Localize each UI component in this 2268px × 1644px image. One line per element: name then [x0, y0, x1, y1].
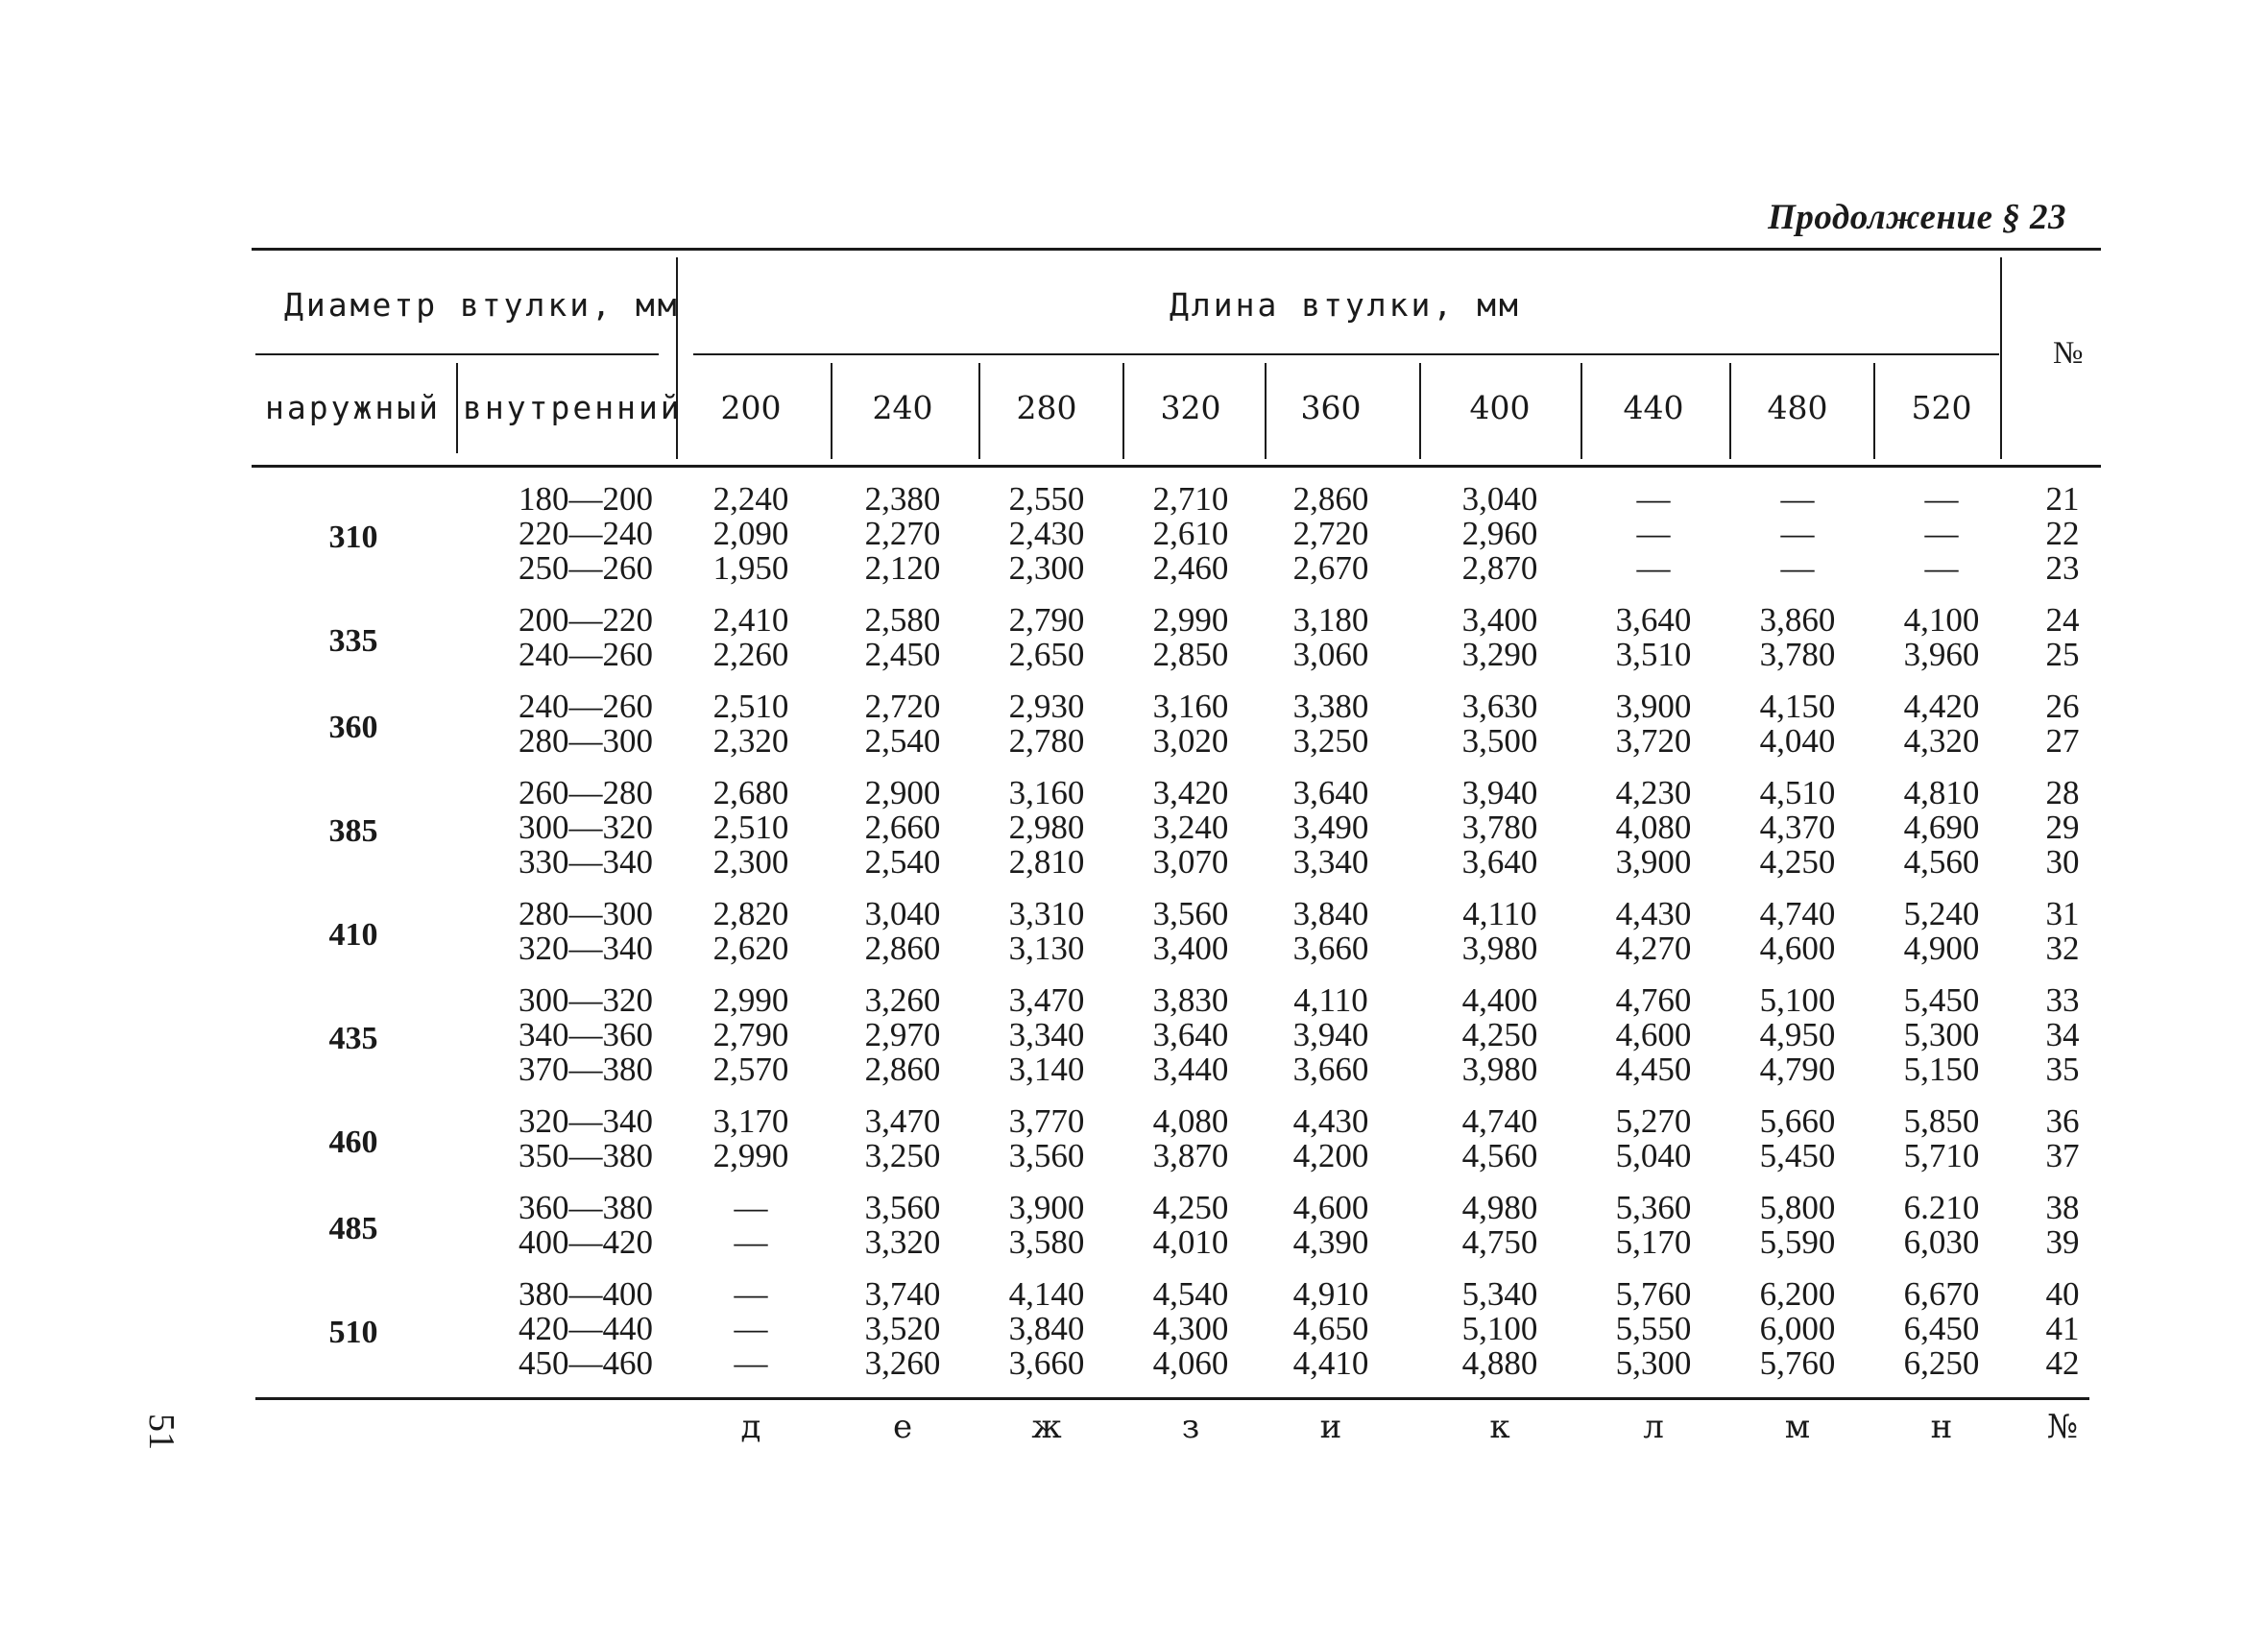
table-cell: 4,600	[1292, 1189, 1369, 1226]
table-cell: 2,980	[1008, 809, 1085, 846]
table-cell: 4,450	[1615, 1051, 1692, 1088]
row-number: 32	[2045, 930, 2080, 967]
inner-diameter-range: 320—340	[519, 930, 653, 967]
table-cell: 3,340	[1008, 1016, 1085, 1053]
table-cell: 2,860	[864, 930, 941, 967]
table-cell: —	[734, 1344, 768, 1382]
table-cell: 4,150	[1759, 688, 1836, 725]
table-cell: 4,110	[1462, 895, 1537, 932]
table-cell: 6,670	[1903, 1275, 1980, 1313]
table-cell: 4,370	[1759, 809, 1836, 846]
table-cell: —	[1780, 549, 1815, 587]
table-cell: 4,250	[1461, 1016, 1538, 1053]
table-cell: 6,250	[1903, 1344, 1980, 1382]
table-cell: 2,670	[1292, 549, 1369, 587]
table-cell: —	[1636, 549, 1671, 587]
table-cell: 5,550	[1615, 1310, 1692, 1347]
row-number: 31	[2045, 895, 2080, 932]
table-cell: 4,300	[1152, 1310, 1229, 1347]
table-cell: 6,200	[1759, 1275, 1836, 1313]
table-cell: 3,250	[864, 1137, 941, 1174]
column-letter-д: д	[740, 1408, 761, 1446]
length-column-separator	[978, 363, 980, 459]
outer-diameter: 485	[328, 1211, 378, 1246]
inner-diameter-range: 240—260	[519, 636, 653, 673]
table-cell: 2,450	[864, 636, 941, 673]
table-cell: 2,850	[1152, 636, 1229, 673]
table-cell: 5,300	[1615, 1344, 1692, 1382]
table-cell: 3,170	[712, 1102, 789, 1140]
table-cell: 2,680	[712, 774, 789, 811]
table-cell: —	[1780, 480, 1815, 518]
table-cell: 4,140	[1008, 1275, 1085, 1313]
table-cell: 5,360	[1615, 1189, 1692, 1226]
table-cell: 3,980	[1461, 930, 1538, 967]
table-cell: 3,770	[1008, 1102, 1085, 1140]
table-cell: 2,990	[1152, 601, 1229, 639]
table-cell: 2,460	[1152, 549, 1229, 587]
table-cell: 4,650	[1292, 1310, 1369, 1347]
table-cell: 2,410	[712, 601, 789, 639]
table-cell: 3,140	[1008, 1051, 1085, 1088]
table-cell: 3,960	[1903, 636, 1980, 673]
table-cell: 5,100	[1461, 1310, 1538, 1347]
table-cell: 4,390	[1292, 1223, 1369, 1261]
inner-diameter-range: 380—400	[519, 1275, 653, 1313]
table-cell: —	[734, 1310, 768, 1347]
table-cell: 2,240	[712, 480, 789, 518]
continuation-label: Продолжение § 23	[1768, 198, 2066, 237]
table-cell: 2,580	[864, 601, 941, 639]
table-cell: 2,790	[712, 1016, 789, 1053]
outer-diameter: 435	[328, 1021, 378, 1056]
table-cell: 2,540	[864, 722, 941, 760]
outer-diameter: 510	[328, 1315, 378, 1350]
length-column-separator	[1265, 363, 1267, 459]
table-cell: 3,070	[1152, 843, 1229, 881]
table-cell: 4,250	[1759, 843, 1836, 881]
table-cell: 4,430	[1615, 895, 1692, 932]
length-column-320: 320	[1160, 389, 1221, 426]
table-cell: 3,500	[1461, 722, 1538, 760]
table-cell: 4,880	[1461, 1344, 1538, 1382]
length-column-240: 240	[872, 389, 933, 426]
table-cell: 4,080	[1152, 1102, 1229, 1140]
inner-diameter-range: 280—300	[519, 895, 653, 932]
table-cell: —	[1924, 549, 1959, 587]
diameter-header: Диаметр втулки, мм	[284, 286, 680, 324]
table-cell: 3,840	[1008, 1310, 1085, 1347]
outer-diameter: 460	[328, 1124, 378, 1160]
table-cell: 2,510	[712, 688, 789, 725]
row-number: 22	[2045, 515, 2080, 552]
table-cell: 2,990	[712, 1137, 789, 1174]
table-cell: —	[1924, 480, 1959, 518]
length-column-separator	[1122, 363, 1124, 459]
outer-diameter: 335	[328, 623, 378, 659]
table-cell: 3,660	[1292, 1051, 1369, 1088]
table-cell: 4,560	[1461, 1137, 1538, 1174]
table-cell: 2,270	[864, 515, 941, 552]
column-letter-з: з	[1181, 1408, 1200, 1446]
inner-diameter-range: 350—380	[519, 1137, 653, 1174]
table-cell: 4,950	[1759, 1016, 1836, 1053]
table-cell: 3,180	[1292, 601, 1369, 639]
table-cell: 2,720	[1292, 515, 1369, 552]
table-cell: 2,260	[712, 636, 789, 673]
length-column-520: 520	[1911, 389, 1972, 426]
length-column-separator	[1419, 363, 1421, 459]
header-bottom-rule	[252, 465, 2101, 468]
table-cell: 3,470	[1008, 981, 1085, 1019]
table-cell: 3,660	[1292, 930, 1369, 967]
table-cell: 2,300	[712, 843, 789, 881]
table-cell: —	[734, 1189, 768, 1226]
table-top-rule	[252, 248, 2101, 251]
row-number: 29	[2045, 809, 2080, 846]
table-cell: 4,040	[1759, 722, 1836, 760]
row-number: 36	[2045, 1102, 2080, 1140]
table-cell: 5,710	[1903, 1137, 1980, 1174]
table-cell: —	[1636, 515, 1671, 552]
table-cell: 5,850	[1903, 1102, 1980, 1140]
table-cell: 3,840	[1292, 895, 1369, 932]
table-cell: 2,510	[712, 809, 789, 846]
page-number: 51	[141, 1414, 181, 1450]
table-cell: 2,650	[1008, 636, 1085, 673]
table-cell: 3,260	[864, 1344, 941, 1382]
table-cell: 2,710	[1152, 480, 1229, 518]
table-cell: 3,900	[1615, 843, 1692, 881]
length-header: Длина втулки, мм	[1170, 286, 1521, 324]
table-cell: 4,270	[1615, 930, 1692, 967]
table-cell: 6,450	[1903, 1310, 1980, 1347]
length-column-360: 360	[1300, 389, 1362, 426]
table-cell: 2,540	[864, 843, 941, 881]
table-cell: 3,560	[1008, 1137, 1085, 1174]
row-number: 21	[2045, 480, 2080, 518]
row-number: 37	[2045, 1137, 2080, 1174]
table-cell: 3,520	[864, 1310, 941, 1347]
table-cell: 4,560	[1903, 843, 1980, 881]
inner-diameter-range: 330—340	[519, 843, 653, 881]
length-column-separator	[1580, 363, 1582, 459]
diameter-subrule	[255, 353, 659, 355]
table-cell: 3,860	[1759, 601, 1836, 639]
table-cell: 3,440	[1152, 1051, 1229, 1088]
inner-diameter-range: 400—420	[519, 1223, 653, 1261]
table-cell: 5,590	[1759, 1223, 1836, 1261]
table-cell: 3,940	[1461, 774, 1538, 811]
table-cell: 3,320	[864, 1223, 941, 1261]
length-column-separator	[1873, 363, 1875, 459]
table-cell: 4,420	[1903, 688, 1980, 725]
table-cell: 3,510	[1615, 636, 1692, 673]
inner-diameter-range: 340—360	[519, 1016, 653, 1053]
row-number: 39	[2045, 1223, 2080, 1261]
table-cell: 4,690	[1903, 809, 1980, 846]
inner-diameter-range: 250—260	[519, 549, 653, 587]
table-cell: 3,640	[1461, 843, 1538, 881]
table-cell: 6,030	[1903, 1223, 1980, 1261]
table-cell: 4,230	[1615, 774, 1692, 811]
table-cell: 4,750	[1461, 1223, 1538, 1261]
table-cell: 3,580	[1008, 1223, 1085, 1261]
table-cell: 3,380	[1292, 688, 1369, 725]
length-column-480: 480	[1767, 389, 1828, 426]
table-cell: 3,160	[1152, 688, 1229, 725]
length-column-200: 200	[720, 389, 782, 426]
table-cell: 3,630	[1461, 688, 1538, 725]
table-cell: 4,100	[1903, 601, 1980, 639]
table-cell: 3,040	[1461, 480, 1538, 518]
inner-diameter-range: 280—300	[519, 722, 653, 760]
table-cell: 3,560	[1152, 895, 1229, 932]
table-cell: 2,430	[1008, 515, 1085, 552]
inner-diameter-header: внутренний	[463, 389, 683, 426]
table-cell: —	[1924, 515, 1959, 552]
table-cell: 3,310	[1008, 895, 1085, 932]
row-number: 25	[2045, 636, 2080, 673]
column-letter-и: и	[1319, 1408, 1342, 1446]
table-cell: 2,380	[864, 480, 941, 518]
length-column-280: 280	[1016, 389, 1077, 426]
table-cell: 2,780	[1008, 722, 1085, 760]
table-cell: 3,490	[1292, 809, 1369, 846]
row-number: 35	[2045, 1051, 2080, 1088]
table-cell: 4,510	[1759, 774, 1836, 811]
table-cell: —	[1780, 515, 1815, 552]
inner-diameter-range: 300—320	[519, 981, 653, 1019]
row-number: 41	[2045, 1310, 2080, 1347]
footer-number-label: №	[2046, 1408, 2079, 1446]
table-cell: 3,260	[864, 981, 941, 1019]
column-letter-л: л	[1643, 1408, 1664, 1446]
table-cell: 2,300	[1008, 549, 1085, 587]
outer-diameter: 310	[328, 520, 378, 555]
table-cell: 2,900	[864, 774, 941, 811]
table-cell: 3,720	[1615, 722, 1692, 760]
table-cell: 5,100	[1759, 981, 1836, 1019]
table-cell: 2,810	[1008, 843, 1085, 881]
table-cell: 4,540	[1152, 1275, 1229, 1313]
table-cell: 3,660	[1008, 1344, 1085, 1382]
table-cell: 3,780	[1759, 636, 1836, 673]
row-number: 42	[2045, 1344, 2080, 1382]
row-number: 30	[2045, 843, 2080, 881]
table-cell: 5,150	[1903, 1051, 1980, 1088]
table-cell: 4,810	[1903, 774, 1980, 811]
table-cell: 2,720	[864, 688, 941, 725]
row-number: 23	[2045, 549, 2080, 587]
length-column-400: 400	[1469, 389, 1531, 426]
table-cell: 4,760	[1615, 981, 1692, 1019]
table-cell: 5,300	[1903, 1016, 1980, 1053]
table-cell: 3,900	[1615, 688, 1692, 725]
inner-diameter-range: 370—380	[519, 1051, 653, 1088]
table-cell: 2,860	[1292, 480, 1369, 518]
table-cell: 2,870	[1461, 549, 1538, 587]
table-cell: 3,400	[1152, 930, 1229, 967]
table-cell: 4,790	[1759, 1051, 1836, 1088]
table-cell: 5,170	[1615, 1223, 1692, 1261]
table-cell: 4,740	[1759, 895, 1836, 932]
length-column-separator	[1729, 363, 1731, 459]
table-cell: 3,240	[1152, 809, 1229, 846]
table-cell: 2,120	[864, 549, 941, 587]
table-cell: 3,830	[1152, 981, 1229, 1019]
table-cell: 2,320	[712, 722, 789, 760]
row-number: 28	[2045, 774, 2080, 811]
inner-diameter-range: 180—200	[519, 480, 653, 518]
table-cell: 4,250	[1152, 1189, 1229, 1226]
inner-diameter-range: 300—320	[519, 809, 653, 846]
table-cell: 3,980	[1461, 1051, 1538, 1088]
table-cell: 5,800	[1759, 1189, 1836, 1226]
table-cell: 2,660	[864, 809, 941, 846]
table-cell: 4,740	[1461, 1102, 1538, 1140]
row-number: 40	[2045, 1275, 2080, 1313]
table-cell: 5,040	[1615, 1137, 1692, 1174]
inner-diameter-range: 450—460	[519, 1344, 653, 1382]
table-cell: 3,640	[1615, 601, 1692, 639]
row-number: 34	[2045, 1016, 2080, 1053]
table-cell: 3,640	[1152, 1016, 1229, 1053]
table-cell: 2,960	[1461, 515, 1538, 552]
table-cell: 2,790	[1008, 601, 1085, 639]
outer-diameter: 360	[328, 710, 378, 745]
table-cell: 5,760	[1615, 1275, 1692, 1313]
table-cell: 4,080	[1615, 809, 1692, 846]
column-letter-м: м	[1784, 1408, 1811, 1446]
table-cell: 5,660	[1759, 1102, 1836, 1140]
inner-diameter-range: 360—380	[519, 1189, 653, 1226]
row-number: 26	[2045, 688, 2080, 725]
table-cell: 3,560	[864, 1189, 941, 1226]
inner-diameter-range: 220—240	[519, 515, 653, 552]
table-cell: 3,420	[1152, 774, 1229, 811]
length-column-separator	[831, 363, 832, 459]
table-cell: —	[1636, 480, 1671, 518]
table-cell: 4,320	[1903, 722, 1980, 760]
column-letter-н: н	[1930, 1408, 1953, 1446]
length-subrule	[693, 353, 1999, 355]
table-cell: 3,060	[1292, 636, 1369, 673]
table-cell: 5,760	[1759, 1344, 1836, 1382]
table-cell: 2,990	[712, 981, 789, 1019]
table-cell: 3,400	[1461, 601, 1538, 639]
inner-diameter-range: 240—260	[519, 688, 653, 725]
table-cell: 2,620	[712, 930, 789, 967]
inner-diameter-range: 320—340	[519, 1102, 653, 1140]
table-cell: 4,410	[1292, 1344, 1369, 1382]
table-cell: 5,450	[1759, 1137, 1836, 1174]
table-cell: 5,340	[1461, 1275, 1538, 1313]
table-cell: 2,610	[1152, 515, 1229, 552]
table-cell: 4,910	[1292, 1275, 1369, 1313]
table-cell: 3,130	[1008, 930, 1085, 967]
inner-diameter-range: 200—220	[519, 601, 653, 639]
table-cell: 5,450	[1903, 981, 1980, 1019]
table-cell: 4,010	[1152, 1223, 1229, 1261]
length-column-440: 440	[1623, 389, 1684, 426]
number-header: №	[2053, 336, 2087, 371]
table-cell: 4,430	[1292, 1102, 1369, 1140]
table-cell: 3,870	[1152, 1137, 1229, 1174]
table-cell: 2,930	[1008, 688, 1085, 725]
table-cell: 6.210	[1903, 1189, 1980, 1226]
table-cell: 3,470	[864, 1102, 941, 1140]
table-cell: 4,200	[1292, 1137, 1369, 1174]
table-cell: 3,900	[1008, 1189, 1085, 1226]
table-cell: 4,110	[1293, 981, 1368, 1019]
table-cell: 2,970	[864, 1016, 941, 1053]
table-cell: 3,940	[1292, 1016, 1369, 1053]
row-number: 24	[2045, 601, 2080, 639]
table-cell: 3,040	[864, 895, 941, 932]
table-cell: 3,340	[1292, 843, 1369, 881]
table-cell: 5,240	[1903, 895, 1980, 932]
table-cell: —	[734, 1275, 768, 1313]
table-cell: 4,980	[1461, 1189, 1538, 1226]
header-separator-number	[2000, 257, 2002, 459]
table-cell: 4,400	[1461, 981, 1538, 1019]
table-cell: 3,290	[1461, 636, 1538, 673]
table-cell: 3,020	[1152, 722, 1229, 760]
header-separator-inner	[456, 363, 458, 453]
table-cell: 3,780	[1461, 809, 1538, 846]
column-letter-к: к	[1489, 1408, 1510, 1446]
table-cell: 4,600	[1759, 930, 1836, 967]
inner-diameter-range: 420—440	[519, 1310, 653, 1347]
table-cell: —	[734, 1223, 768, 1261]
table-cell: 3,740	[864, 1275, 941, 1313]
table-cell: 4,900	[1903, 930, 1980, 967]
inner-diameter-range: 260—280	[519, 774, 653, 811]
table-cell: 1,950	[712, 549, 789, 587]
table-cell: 2,570	[712, 1051, 789, 1088]
column-letter-ж: ж	[1031, 1408, 1062, 1446]
table-cell: 5,270	[1615, 1102, 1692, 1140]
outer-diameter: 410	[328, 917, 378, 953]
outer-diameter: 385	[328, 813, 378, 849]
table-cell: 6,000	[1759, 1310, 1836, 1347]
table-cell: 4,060	[1152, 1344, 1229, 1382]
table-cell: 4,600	[1615, 1016, 1692, 1053]
table-cell: 3,160	[1008, 774, 1085, 811]
table-cell: 3,250	[1292, 722, 1369, 760]
row-number: 27	[2045, 722, 2080, 760]
outer-diameter-header: наружный	[265, 389, 441, 426]
column-letter-е: е	[892, 1408, 913, 1446]
table-cell: 2,550	[1008, 480, 1085, 518]
table-cell: 2,820	[712, 895, 789, 932]
row-number: 38	[2045, 1189, 2080, 1226]
table-cell: 2,860	[864, 1051, 941, 1088]
table-cell: 2,090	[712, 515, 789, 552]
row-number: 33	[2045, 981, 2080, 1019]
table-cell: 3,640	[1292, 774, 1369, 811]
table-bottom-rule	[255, 1397, 2089, 1400]
